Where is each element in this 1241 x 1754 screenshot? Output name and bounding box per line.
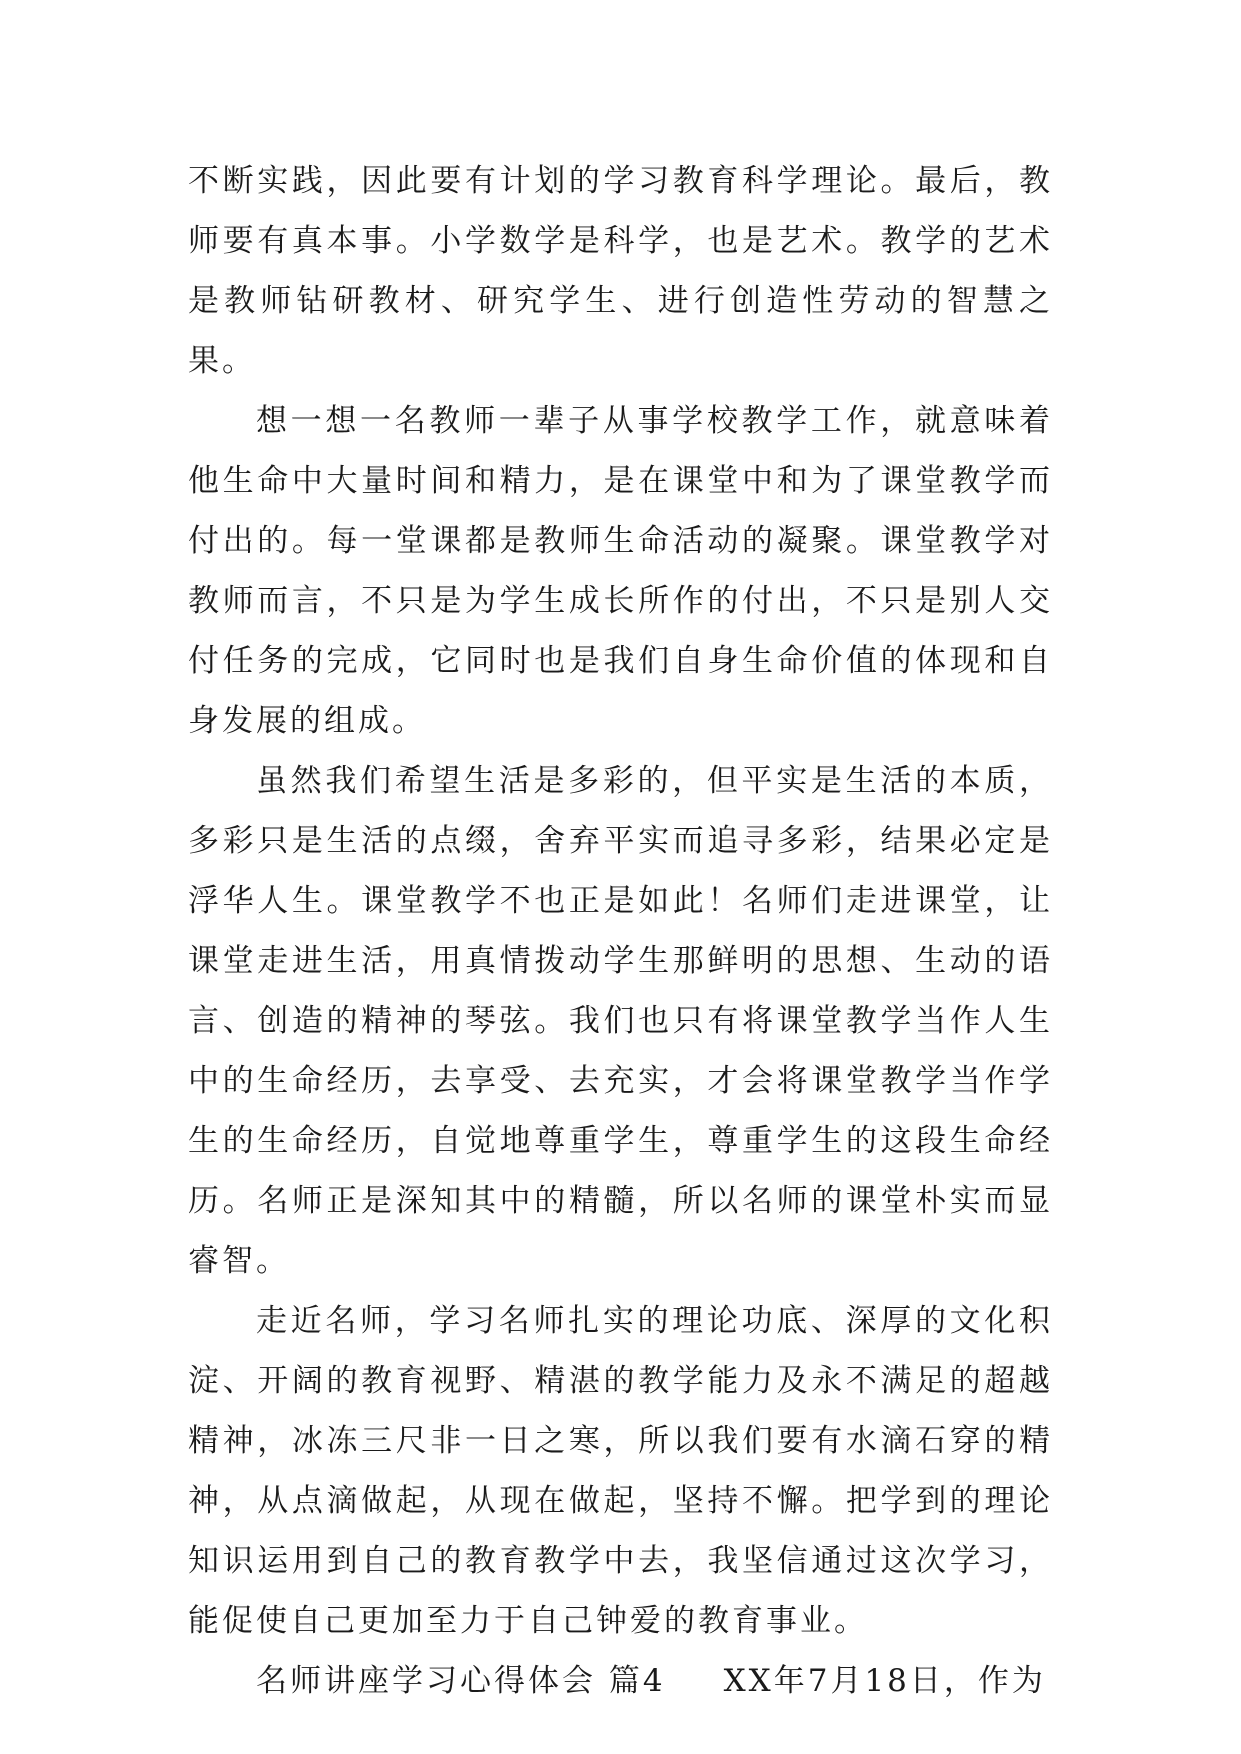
- section-continuation: XX年7月18日，作为: [723, 1663, 1046, 1699]
- paragraph-3: 虽然我们希望生活是多彩的，但平实是生活的本质，多彩只是生活的点缀，舍弃平实而追寻多彩，结果必定是浮华人生。课堂教学不也正是如此！名师们走进课堂，让课堂走进生活，用真情拨动学生那鲜明的思想、生动的语言、创造的精神的琴弦。我们也只有将课堂教学当作人生中的生命经历，去享受、去充实，才会将课堂教学当作学生的生命经历，自觉地尊重学生，尊重学生的这段生命经历。名师正是深知其中的精髓，所以名师的课堂朴实而显睿智。: [188, 763, 1053, 1279]
- paragraph-2: 想一想一名教师一辈子从事学校教学工作，就意味着他生命中大量时间和精力，是在课堂中和为了课堂教学而付出的。每一堂课都是教师生命活动的凝聚。课堂教学对教师而言，不只是为学生成长所作的付出，不只是别人交付任务的完成，它同时也是我们自身生命价值的体现和自身发展的组成。: [188, 403, 1053, 739]
- document-body: [188, 151, 1053, 1711]
- section-heading-line: [188, 1651, 1053, 1711]
- paragraph-4: 走近名师，学习名师扎实的理论功底、深厚的文化积淀、开阔的教育视野、精湛的教学能力及永不满足的超越精神，冰冻三尺非一日之寒，所以我们要有水滴石穿的精神，从点滴做起，从现在做起，坚持不懈。把学到的理论知识运用到自己的教育教学中去，我坚信通过这次学习，能促使自己更加至力于自己钟爱的教育事业。: [188, 1303, 1053, 1639]
- paragraph-1: 不断实践，因此要有计划的学习教育科学理论。最后，教师要有真本事。小学数学是科学，也是艺术。教学的艺术是教师钻研教材、研究学生、进行创造性劳动的智慧之果。: [188, 163, 1053, 379]
- section-title: 名师讲座学习心得体会 篇4: [256, 1663, 666, 1699]
